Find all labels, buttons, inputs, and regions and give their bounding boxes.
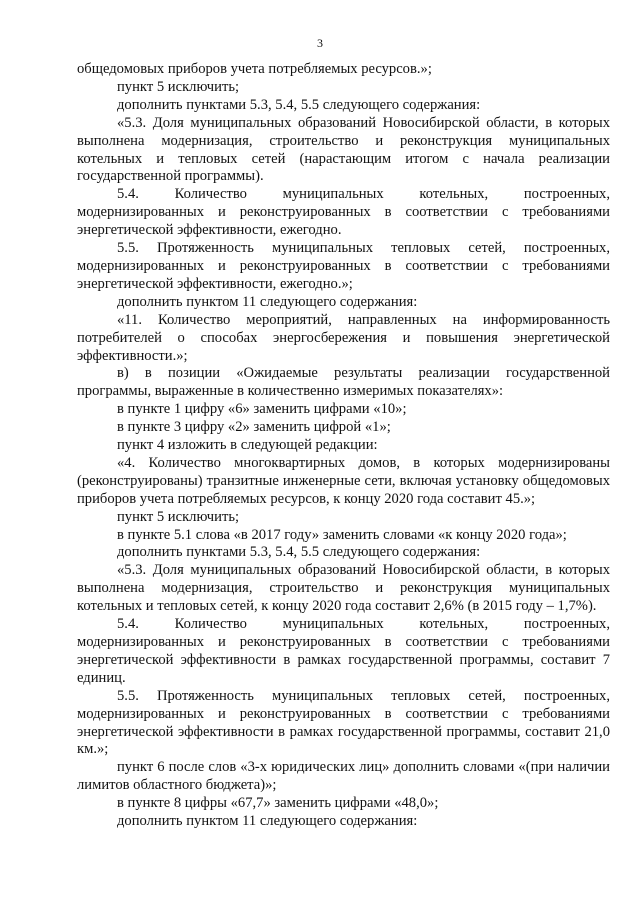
paragraph: пункт 5 исключить; (117, 78, 240, 95)
paragraph: 5.4. Количество муниципальных котельных, построенных, модернизированных и реконструированных в соответствии с требованиями энергетической эффективности, ежегодно. (77, 186, 610, 239)
paragraph: общедомовых приборов учета потребляемых ресурсов.»; (77, 61, 432, 77)
paragraph: дополнить пунктом 11 следующего содержания: (117, 813, 418, 830)
paragraph: в пункте 5.1 слова «в 2017 году» заменить словами «к концу 2020 года»; (117, 526, 567, 543)
paragraph: 5.5. Протяженность муниципальных тепловых сетей, построенных, модернизированных и реконструированных в соответствии с требованиями энергетической эффективности в рамках государственной программы, составит 21,0 км.»; (77, 687, 610, 758)
paragraph: пункт 5 исключить; (117, 508, 240, 525)
paragraph: «4. Количество многоквартирных домов, в которых модернизированы (реконструированы) транзитные инженерные сети, включая установку общедомовых приборов учета потребляемых ресурсов, к концу 2020 года составит 45.»; (77, 454, 610, 507)
paragraph: 5.4. Количество муниципальных котельных, построенных, модернизированных и реконструированных в соответствии с требованиями энергетической эффективности в рамках государственной программы, составит 7 единиц. (77, 616, 610, 686)
paragraph: в пункте 1 цифру «6» заменить цифрами «10»; (117, 401, 407, 418)
paragraph: в) в позиции «Ожидаемые результаты реализации государственной программы, выраженные в количественно измеримых показателях»: (77, 365, 610, 400)
paragraph: «11. Количество мероприятий, направленных на информированность потребителей о способах энергосбережения и повышения энергетической эффективности.»; (77, 311, 610, 364)
paragraph: пункт 6 после слов «3-х юридических лиц» дополнить словами «(при наличии лимитов областного бюджета)»; (77, 759, 610, 794)
paragraph: «5.3. Доля муниципальных образований Новосибирской области, в которых выполнена модернизация, строительство и реконструкция муниципальных котельных и тепловых сетей (нарастающим итогом с начала реализации государственной программы). (77, 114, 610, 185)
paragraph: в пункте 8 цифры «67,7» заменить цифрами «48,0»; (117, 795, 439, 812)
paragraph: дополнить пунктом 11 следующего содержания: (117, 293, 418, 310)
paragraph: 5.5. Протяженность муниципальных тепловых сетей, построенных, модернизированных и реконструированных в соответствии с требованиями энергетической эффективности, ежегодно.»; (77, 240, 610, 292)
paragraph: дополнить пунктами 5.3, 5.4, 5.5 следующего содержания: (117, 544, 481, 561)
paragraph: в пункте 3 цифру «2» заменить цифрой «1»; (117, 419, 391, 436)
paragraph: пункт 4 изложить в следующей редакции: (117, 437, 378, 454)
paragraph: дополнить пунктами 5.3, 5.4, 5.5 следующего содержания: (117, 96, 481, 113)
document-body (77, 61, 610, 831)
paragraph: «5.3. Доля муниципальных образований Новосибирской области, в которых выполнена модернизация, строительство и реконструкция муниципальных котельных и тепловых сетей, к концу 2020 года составит 2,6% (в 2015 году – 1,7%). (77, 562, 610, 615)
page-number: 3 (317, 36, 323, 50)
